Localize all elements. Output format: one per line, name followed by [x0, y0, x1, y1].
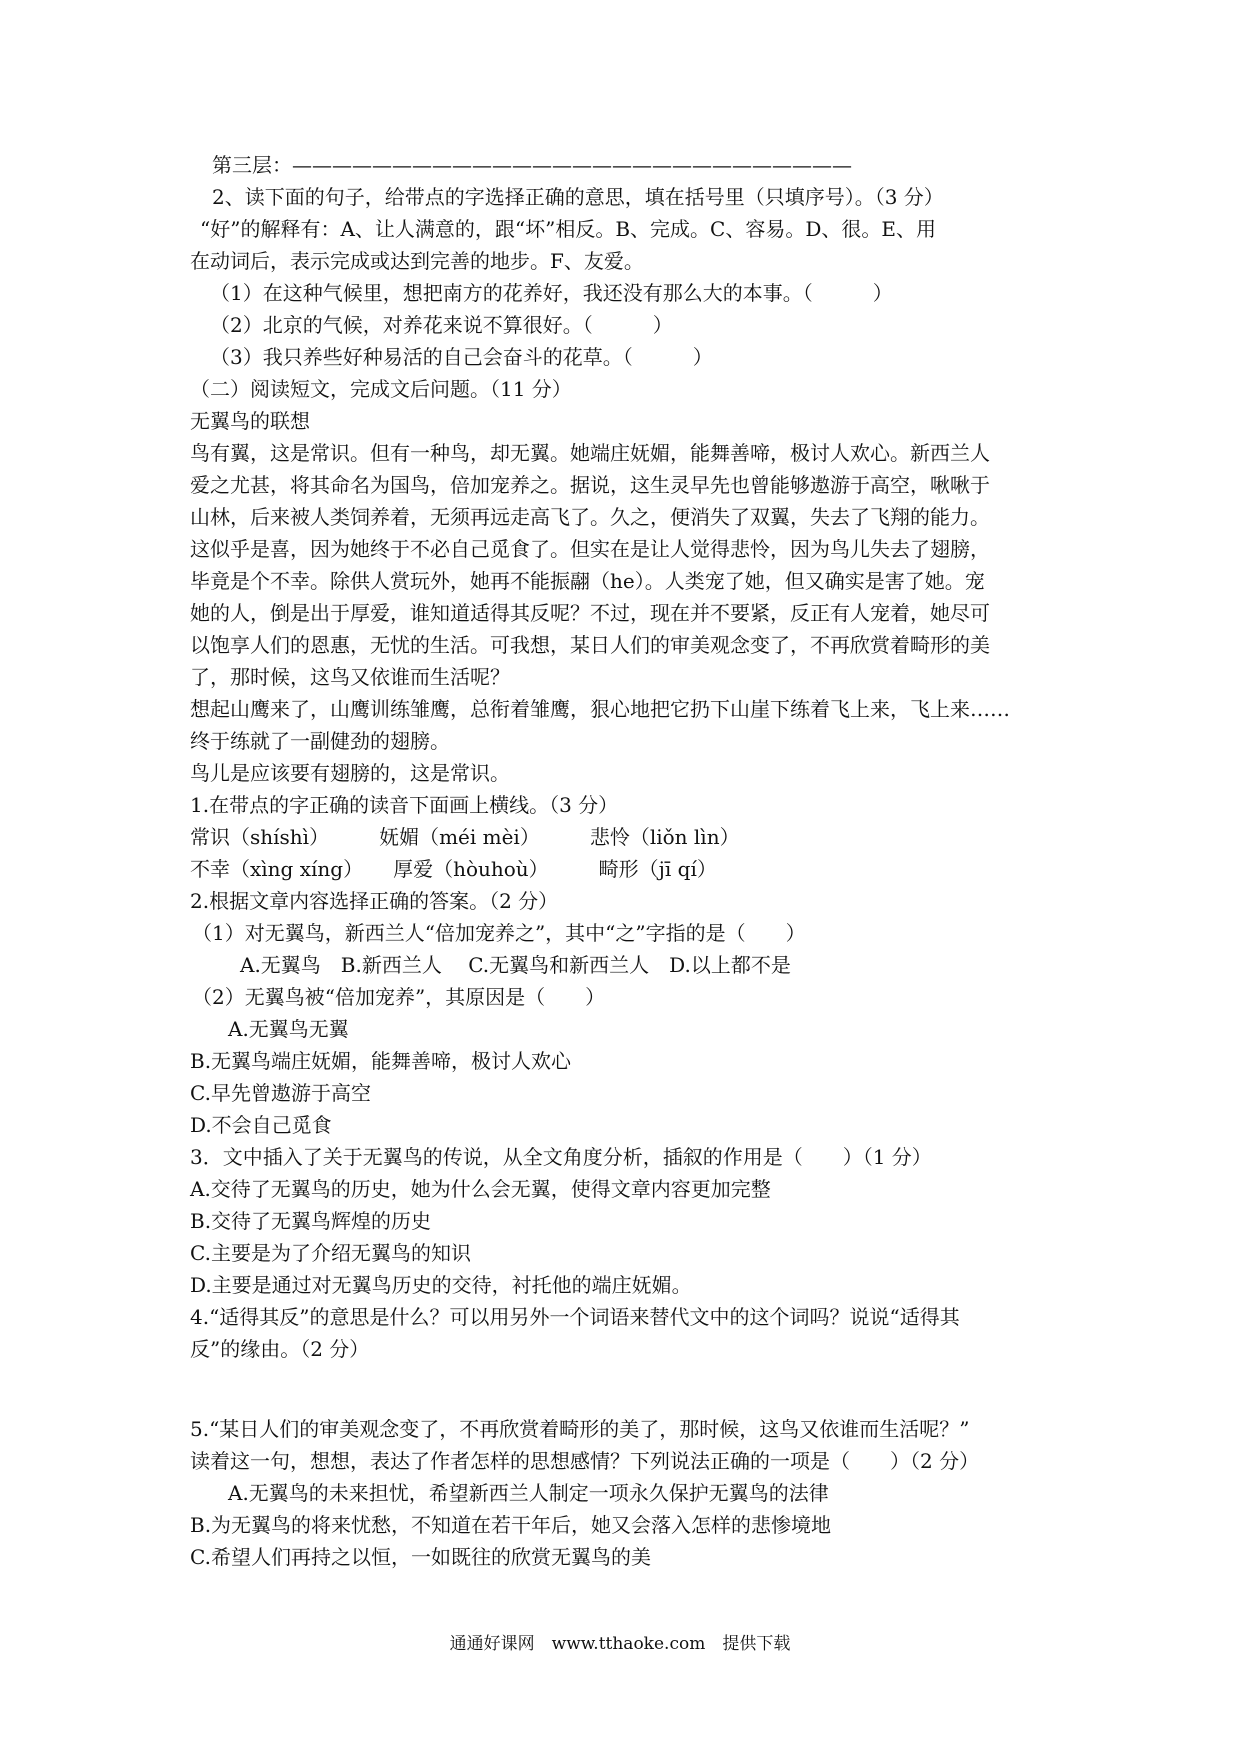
- page-footer: 通通好课网 www.tthaoke.com 提供下载: [449, 1634, 791, 1654]
- q3-option-d: D.主要是通过对无翼鸟历史的交待，衬托他的端庄妩媚。: [190, 1273, 692, 1297]
- question-4-line-2: 反”的缘由。（2 分）: [190, 1337, 370, 1361]
- q3-option-b: B.交待了无翼鸟辉煌的历史: [190, 1209, 432, 1233]
- pinyin-row-1: 常识（shíshì） 妩媚（méi mèi） 悲怜（liǒn lìn）: [190, 825, 740, 849]
- article-paragraph-line: 她的人，倒是出于厚爱，谁知道适得其反呢？不过，现在并不要紧，反正有人宠着，她尽可: [190, 601, 990, 625]
- option-c: C.早先曾遨游于高空: [190, 1081, 371, 1105]
- q5-option-b: B.为无翼鸟的将来忧愁，不知道在若干年后，她又会落入怎样的悲惨境地: [190, 1513, 832, 1537]
- article-paragraph-line: 爱之尤甚，将其命名为国鸟，倍加宠养之。据说，这生灵早先也曾能够遨游于高空，啾啾于: [190, 473, 990, 497]
- question-5-line-2: 读着这一句，想想，表达了作者怎样的思想感情？下列说法正确的一项是（ ）（2 分）: [190, 1449, 980, 1473]
- question-1-heading: 1.在带点的字正确的读音下面画上横线。（3 分）: [190, 793, 619, 817]
- sentence-1: （1）在这种气候里，想把南方的花养好，我还没有那么大的本事。（ ）: [210, 281, 893, 305]
- article-paragraph-line: 这似乎是喜，因为她终于不必自己觅食了。但实在是让人觉得悲怜，因为鸟儿失去了翅膀，: [190, 537, 990, 561]
- sentence-3: （3）我只养些好种易活的自己会奋斗的花草。（ ）: [210, 345, 713, 369]
- article-paragraph-line: 以饱享人们的恩惠，无忧的生活。可我想，某日人们的审美观念变了，不再欣赏着畸形的美: [190, 633, 990, 657]
- question-4-line-1: 4.“适得其反”的意思是什么？可以用另外一个词语来替代文中的这个词吗？说说“适得其: [190, 1305, 960, 1329]
- article-paragraph-line: 毕竟是个不幸。除供人赏玩外，她再不能振翮（he）。人类宠了她，但又确实是害了她。宠: [190, 569, 985, 593]
- option-a: A.无翼鸟无翼: [228, 1017, 349, 1041]
- question-3-heading: 3．文中插入了关于无翼鸟的传说，从全文角度分析，插叙的作用是（ ）（1 分）: [190, 1145, 932, 1169]
- question-2-heading: 2、读下面的句子，给带点的字选择正确的意思，填在括号里（只填序号）。（3 分）: [212, 185, 944, 209]
- article-paragraph-line: 山林，后来被人类饲养着，无须再远走高飞了。久之，便消失了双翼，失去了飞翔的能力。: [190, 505, 990, 529]
- reading-section-heading: （二）阅读短文，完成文后问题。（11 分）: [190, 377, 572, 401]
- q3-option-c: C.主要是为了介绍无翼鸟的知识: [190, 1241, 471, 1265]
- question-2b-2: （2）无翼鸟被“倍加宠养”，其原因是（ ）: [192, 985, 606, 1009]
- option-b: B.无翼鸟端庄妩媚，能舞善啼，极讨人欢心: [190, 1049, 572, 1073]
- article-closing-line: 鸟儿是应该要有翅膀的，这是常识。: [190, 761, 510, 785]
- section-three-line: 第三层：————————————————————————————: [212, 153, 852, 177]
- question-2b-1: （1）对无翼鸟，新西兰人“倍加宠养之”，其中“之”字指的是（ ）: [192, 921, 806, 945]
- sentence-2: （2）北京的气候，对养花来说不算很好。（ ）: [210, 313, 673, 337]
- article-paragraph-line: 鸟有翼，这是常识。但有一种鸟，却无翼。她端庄妩媚，能舞善啼，极讨人欢心。新西兰人: [190, 441, 990, 465]
- meaning-options-line-1: “好”的解释有：A、让人满意的，跟“坏”相反。B、完成。C、容易。D、很。E、用: [200, 217, 936, 241]
- q3-option-a: A.交待了无翼鸟的历史，她为什么会无翼，使得文章内容更加完整: [190, 1177, 771, 1201]
- article-paragraph-line: 终于练就了一副健劲的翅膀。: [190, 729, 450, 753]
- article-paragraph-line: 想起山鹰来了，山鹰训练雏鹰，总衔着雏鹰，狠心地把它扔下山崖下练着飞上来，飞上来……: [190, 697, 1010, 721]
- q5-option-a: A.无翼鸟的未来担忧，希望新西兰人制定一项永久保护无翼鸟的法律: [228, 1481, 829, 1505]
- article-title: 无翼鸟的联想: [190, 409, 310, 433]
- pinyin-row-2: 不幸（xìng xíng） 厚爱（hòuhoù） 畸形（jī qí）: [190, 857, 717, 881]
- question-2b-heading: 2.根据文章内容选择正确的答案。（2 分）: [190, 889, 559, 913]
- option-d: D.不会自己觅食: [190, 1113, 332, 1137]
- article-paragraph-line: 了，那时候，这鸟又依谁而生活呢？: [190, 665, 510, 689]
- question-2b-1-options: A.无翼鸟 B.新西兰人 C.无翼鸟和新西兰人 D.以上都不是: [240, 953, 791, 977]
- meaning-options-line-2: 在动词后，表示完成或达到完善的地步。F、友爱。: [190, 249, 644, 273]
- q5-option-c: C.希望人们再持之以恒，一如既往的欣赏无翼鸟的美: [190, 1545, 651, 1569]
- question-5-line-1: 5.“某日人们的审美观念变了，不再欣赏着畸形的美了，那时候，这鸟又依谁而生活呢？”: [190, 1417, 970, 1441]
